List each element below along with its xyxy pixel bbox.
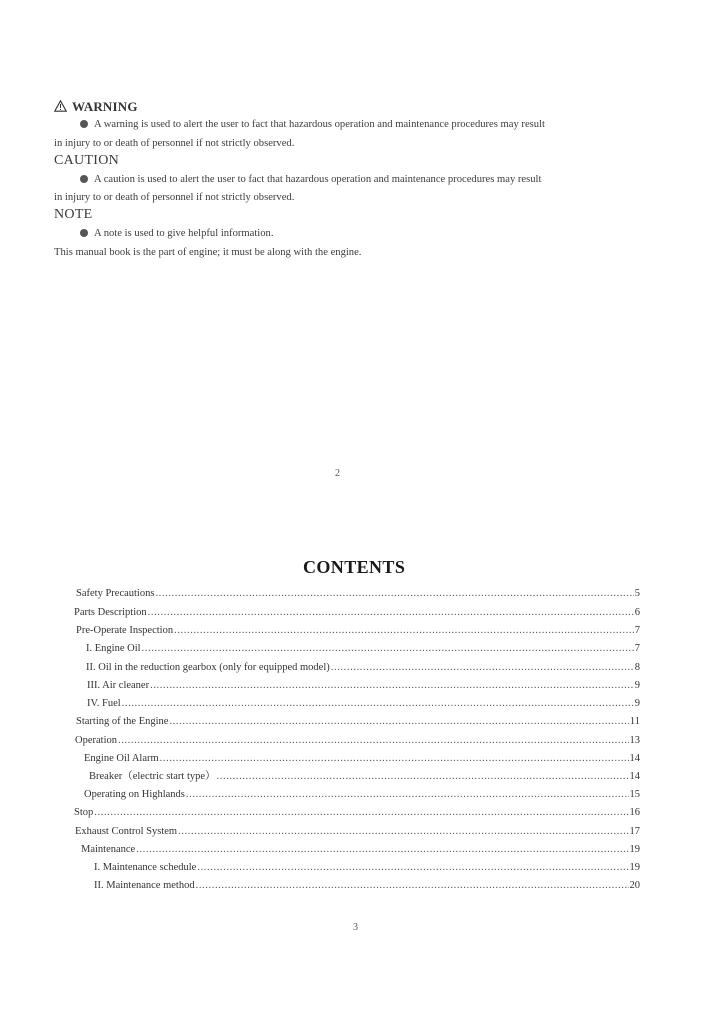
toc-entry: Maintenance ..... 19: [81, 841, 640, 859]
toc-entry: Parts Description ..... 6: [74, 604, 640, 622]
bullet-icon: [80, 229, 88, 237]
caution-text-line2: in injury to or death of personnel if not strictly observed.: [54, 192, 295, 203]
warning-text-line1: A warning is used to alert the user to fact that hazardous operation and maintenance procedures may result: [80, 115, 545, 134]
toc-entry: II. Oil in the reduction gearbox (only for equipped model) ..... 8: [86, 659, 640, 677]
caution-title: CAUTION: [54, 153, 120, 168]
toc-entry: Pre-Operate Inspection ..... 7: [76, 622, 640, 640]
note-title: NOTE: [54, 207, 93, 222]
toc-entry: I. Maintenance schedule ..... 19: [94, 859, 640, 877]
warning-text-line2: in injury to or death of personnel if not strictly observed.: [54, 138, 295, 149]
caution-text-line1: A caution is used to alert the user to fact that hazardous operation and maintenance procedures may result: [80, 170, 541, 189]
toc-entry: Starting of the Engine ..... 11: [76, 713, 640, 731]
page-number: 2: [335, 468, 340, 479]
toc-entry: Exhaust Control System ..... 17: [75, 823, 640, 841]
warning-triangle-icon: [54, 100, 67, 112]
toc-entry: Safety Precautions ..... 5: [76, 585, 640, 603]
toc-entry: Stop ..... 16: [74, 804, 640, 822]
toc-entry: Operation ..... 13: [75, 732, 640, 750]
toc-entry: II. Maintenance method ..... 20: [94, 877, 640, 895]
contents-title: CONTENTS: [303, 557, 406, 577]
toc-entry: Operating on Highlands ..... 15: [84, 786, 640, 804]
page-number: 3: [353, 922, 358, 933]
toc-entry: III. Air cleaner ..... 9: [87, 677, 640, 695]
bullet-icon: [80, 175, 88, 183]
note-text: A note is used to give helpful information.: [80, 224, 273, 243]
warning-heading: [54, 99, 138, 115]
toc-entry: Breaker（electric start type） ..... 14: [89, 768, 640, 786]
toc-entry: I. Engine Oil ..... 7: [86, 640, 640, 658]
toc-entry: IV. Fuel ..... 9: [87, 695, 640, 713]
warning-title: WARNING: [72, 99, 138, 114]
bullet-icon: [80, 120, 88, 128]
toc-entry: Engine Oil Alarm ..... 14: [84, 750, 640, 768]
manual-statement: This manual book is the part of engine; it must be along with the engine.: [54, 247, 362, 258]
